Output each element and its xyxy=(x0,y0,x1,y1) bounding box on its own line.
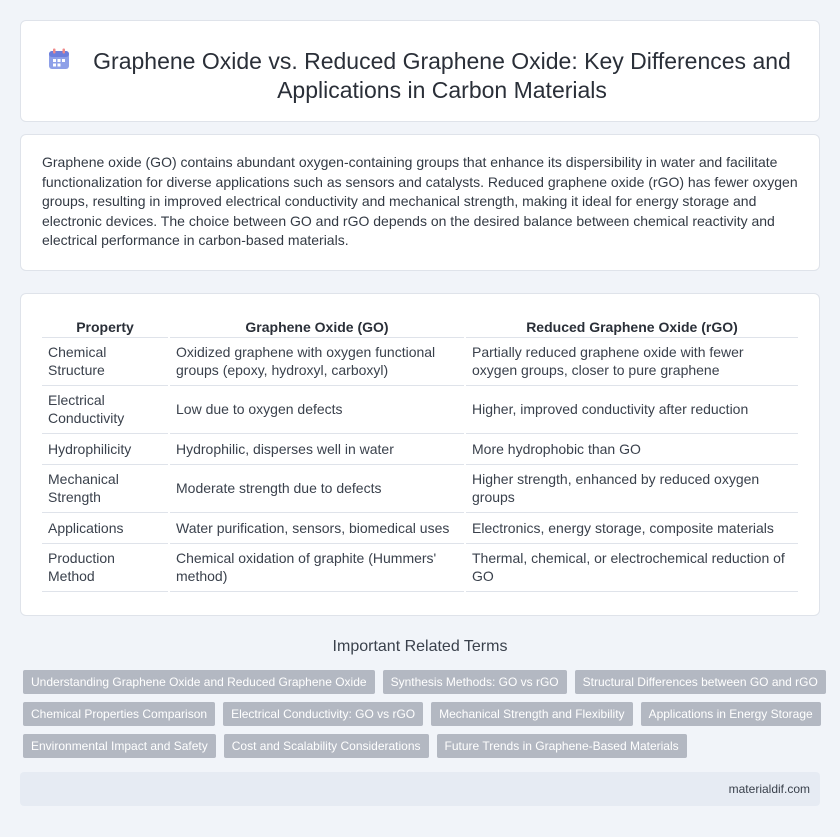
related-term-tag[interactable]: Electrical Conductivity: GO vs rGO xyxy=(223,702,423,726)
related-term-tag[interactable]: Future Trends in Graphene-Based Materials xyxy=(437,734,687,758)
related-term-tag[interactable]: Chemical Properties Comparison xyxy=(23,702,215,726)
table-row xyxy=(42,512,798,543)
related-term-tag[interactable]: Environmental Impact and Safety xyxy=(23,734,216,758)
table-row xyxy=(42,433,798,464)
cell-go: Hydrophilic, disperses well in water xyxy=(169,433,465,464)
cell-property: Mechanical Strength xyxy=(42,464,169,512)
footer-site-link[interactable]: materialdif.com xyxy=(728,782,810,796)
footer xyxy=(20,772,820,806)
table-row xyxy=(42,464,798,512)
cell-go: Oxidized graphene with oxygen functional groups (epoxy, hydroxyl, carboxyl) xyxy=(169,337,465,385)
cell-property: Chemical Structure xyxy=(42,337,169,385)
cell-rgo: Thermal, chemical, or electrochemical reduction of GO xyxy=(465,543,798,591)
title-card xyxy=(20,20,820,122)
tag-row xyxy=(23,734,823,758)
cell-rgo: Electronics, energy storage, composite materials xyxy=(465,512,798,543)
cell-go: Water purification, sensors, biomedical uses xyxy=(169,512,465,543)
related-term-tag[interactable]: Cost and Scalability Considerations xyxy=(224,734,429,758)
cell-go: Low due to oxygen defects xyxy=(169,385,465,433)
table-row xyxy=(42,385,798,433)
comparison-table xyxy=(42,314,798,592)
cell-rgo: More hydrophobic than GO xyxy=(465,433,798,464)
related-term-tag[interactable]: Understanding Graphene Oxide and Reduced Graphene Oxide xyxy=(23,670,375,694)
related-terms-list xyxy=(23,670,823,766)
comparison-card xyxy=(20,293,820,616)
intro-paragraph: Graphene oxide (GO) contains abundant oxygen-containing groups that enhance its dispersibility in water and facilitate functionalization for diverse applications such as sensors and catalysts. Reduced graphene oxide (rGO) has fewer oxygen groups, resulting in improved electrical conductivity and mechanical strength, making it ideal for energy storage and electronic devices. The choice between GO and rGO depends on the desired balance between chemical reactivity and electrical performance in carbon-based materials. xyxy=(42,154,798,248)
calendar-icon xyxy=(48,48,70,70)
related-term-tag[interactable]: Structural Differences between GO and rGO xyxy=(575,670,826,694)
related-term-tag[interactable]: Mechanical Strength and Flexibility xyxy=(431,702,632,726)
page-title: Graphene Oxide vs. Reduced Graphene Oxide: Key Differences and Applications in Carbon Materials xyxy=(93,48,791,103)
related-term-tag[interactable]: Synthesis Methods: GO vs rGO xyxy=(383,670,567,694)
tag-row xyxy=(23,670,823,694)
related-term-tag[interactable]: Applications in Energy Storage xyxy=(641,702,821,726)
table-header-row xyxy=(42,314,798,337)
cell-property: Hydrophilicity xyxy=(42,433,169,464)
related-terms-heading: Important Related Terms xyxy=(332,638,508,655)
cell-rgo: Higher, improved conductivity after reduction xyxy=(465,385,798,433)
cell-rgo: Higher strength, enhanced by reduced oxygen groups xyxy=(465,464,798,512)
cell-property: Electrical Conductivity xyxy=(42,385,169,433)
table-row xyxy=(42,543,798,591)
cell-go: Chemical oxidation of graphite (Hummers' method) xyxy=(169,543,465,591)
cell-rgo: Partially reduced graphene oxide with fewer oxygen groups, closer to pure graphene xyxy=(465,337,798,385)
table-row xyxy=(42,337,798,385)
header-property: Property xyxy=(42,314,169,337)
cell-property: Production Method xyxy=(42,543,169,591)
header-rgo: Reduced Graphene Oxide (rGO) xyxy=(465,314,798,337)
header-go: Graphene Oxide (GO) xyxy=(169,314,465,337)
cell-property: Applications xyxy=(42,512,169,543)
tag-row xyxy=(23,702,823,726)
cell-go: Moderate strength due to defects xyxy=(169,464,465,512)
intro-card xyxy=(20,134,820,271)
